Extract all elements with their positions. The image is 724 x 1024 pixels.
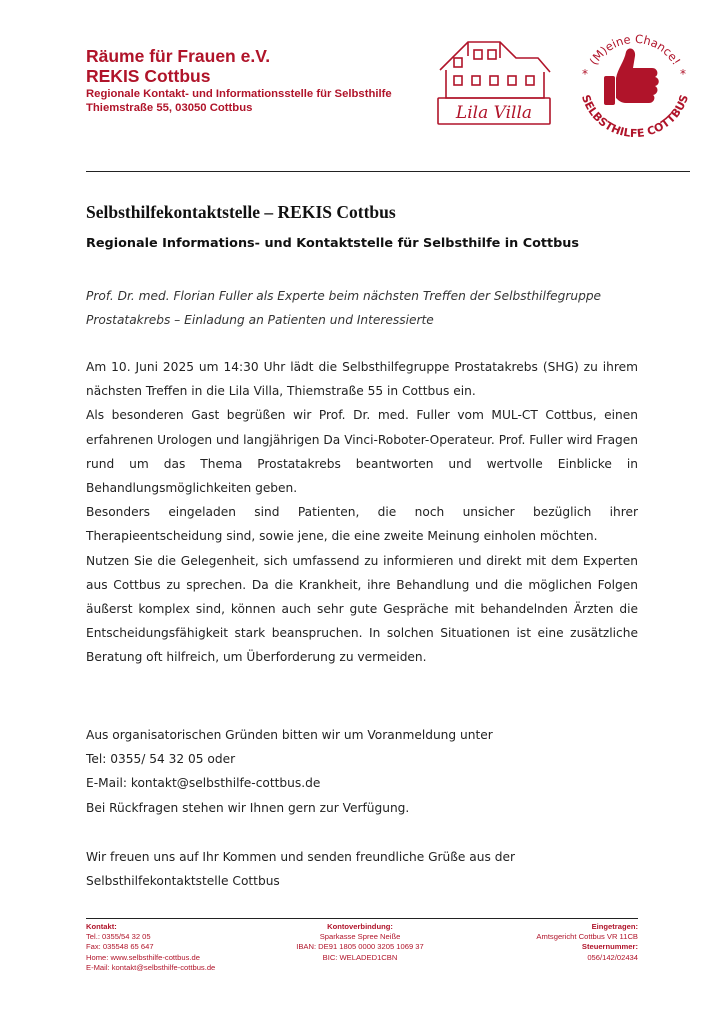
footer-email: E-Mail: kontakt@selbsthilfe-cottbus.de <box>86 962 216 972</box>
footer-tax-number: 056/142/02434 <box>587 952 638 962</box>
footer-contact-heading: Kontakt: <box>86 922 117 931</box>
registration-phone: Tel: 0355/ 54 32 05 oder <box>86 752 236 767</box>
organization-name <box>86 46 270 86</box>
footer-bank-heading: Kontoverbindung: <box>327 922 393 931</box>
registration-email: E-Mail: kontakt@selbsthilfe-cottbus.de <box>86 776 321 791</box>
body-paragraph-invited: Besonders eingeladen sind Patienten, die noch unsicher bezüglich ihrer Therapieentscheidung sind, sowie jene, die eine zweite Meinung einholen möchten. <box>86 505 638 544</box>
footer-fax: Fax: 035548 65 647 <box>86 942 154 952</box>
header-divider <box>86 171 690 172</box>
closing-signature: Selbsthilfekontaktstelle Cottbus <box>86 874 280 889</box>
registration-request: Aus organisatorischen Gründen bitten wir um Voranmeldung unter <box>86 728 493 742</box>
svg-text:(M)eine Chance! <box>586 32 683 68</box>
selbsthilfe-seal-logo <box>566 22 704 152</box>
lead-paragraph: Prof. Dr. med. Florian Fuller als Experte beim nächsten Treffen der Selbsthilfegruppe Prostatakrebs – Einladung an Patienten und Interessierte <box>86 289 602 327</box>
footer-registered-heading: Eingetragen: <box>591 922 638 931</box>
lila-villa-logo-text: Lila Villa <box>455 103 533 123</box>
questions-note: Bei Rückfragen stehen wir Ihnen gern zur Verfügung. <box>86 800 410 815</box>
lila-villa-logo <box>434 36 554 126</box>
star-icon: * <box>680 67 686 81</box>
footer-home: Home: www.selbsthilfe-cottbus.de <box>86 952 200 962</box>
footer-bank-name: Sparkasse Spree Neiße <box>319 932 401 942</box>
seal-slogan: (M)eine Chance! <box>586 31 684 68</box>
footer-bic: BIC: WELADED1CBN <box>322 952 398 962</box>
star-icon: * <box>582 67 588 81</box>
footer-iban: IBAN: DE91 1805 0000 3205 1069 37 <box>296 942 424 952</box>
org-address: Thiemstraße 55, 03050 Cottbus <box>86 102 253 114</box>
closing-greeting <box>86 845 515 893</box>
footer-registration <box>480 922 638 963</box>
footer-contact <box>86 922 215 973</box>
org-name-line1: Räume für Frauen e.V. <box>86 46 271 66</box>
registration-info <box>86 723 493 820</box>
body-paragraph-opportunity: Nutzen Sie die Gelegenheit, sich umfassend zu informieren und direkt mit dem Experten aus Cottbus zu sprechen. Da die Krankheit, ihre Behandlung und die möglichen Folgen äußerst komplex sind, können auch sehr gute Gespräche mit behandelnden Ärzten die Entscheidungsfähigkeit stark beanspruchen. In solchen Situationen ist eine zusätzliche Beratung oft hilfreich, um Überforderung zu vermeiden. <box>86 553 638 665</box>
footer-bank <box>270 922 450 963</box>
body-paragraph-guest: Als besonderen Gast begrüßen wir Prof. Dr. med. Fuller vom MUL-CT Cottbus, einen erfahrenen Urologen und langjährigen Da Vinci-Roboter-Operateur. Prof. Fuller wird Fragen rund um das Thema Prostatakrebs beantworten und wertvolle Einblicke in Behandlungsmöglichkeiten geben. <box>86 408 638 496</box>
footer-divider <box>86 918 638 919</box>
body-text <box>86 355 638 670</box>
seal-name: SELBSTHILFE COTTBUS <box>578 93 692 141</box>
org-sub-line1: Regionale Kontakt- und Informationsstelle für Selbsthilfe <box>86 88 392 100</box>
organization-subtitle <box>86 87 392 115</box>
body-paragraph-date: Am 10. Juni 2025 um 14:30 Uhr lädt die Selbsthilfegruppe Prostatakrebs (SHG) zu ihrem nächsten Treffen in die Lila Villa, Thiemstraße 55 in Cottbus ein. <box>86 360 638 399</box>
page-title: Selbsthilfekontaktstelle – REKIS Cottbus <box>86 202 396 222</box>
footer-tax-heading: Steuernummer: <box>581 942 638 952</box>
closing-line1: Wir freuen uns auf Ihr Kommen und senden freundliche Grüße aus der <box>86 850 515 864</box>
page-subtitle: Regionale Informations- und Kontaktstelle für Selbsthilfe in Cottbus <box>86 236 580 251</box>
footer-court: Amtsgericht Cottbus VR 11CB <box>536 932 638 942</box>
org-name-line2: REKIS Cottbus <box>86 66 211 86</box>
thumbs-up-icon <box>604 49 659 105</box>
footer-tel: Tel.: 0355/54 32 05 <box>86 932 151 942</box>
